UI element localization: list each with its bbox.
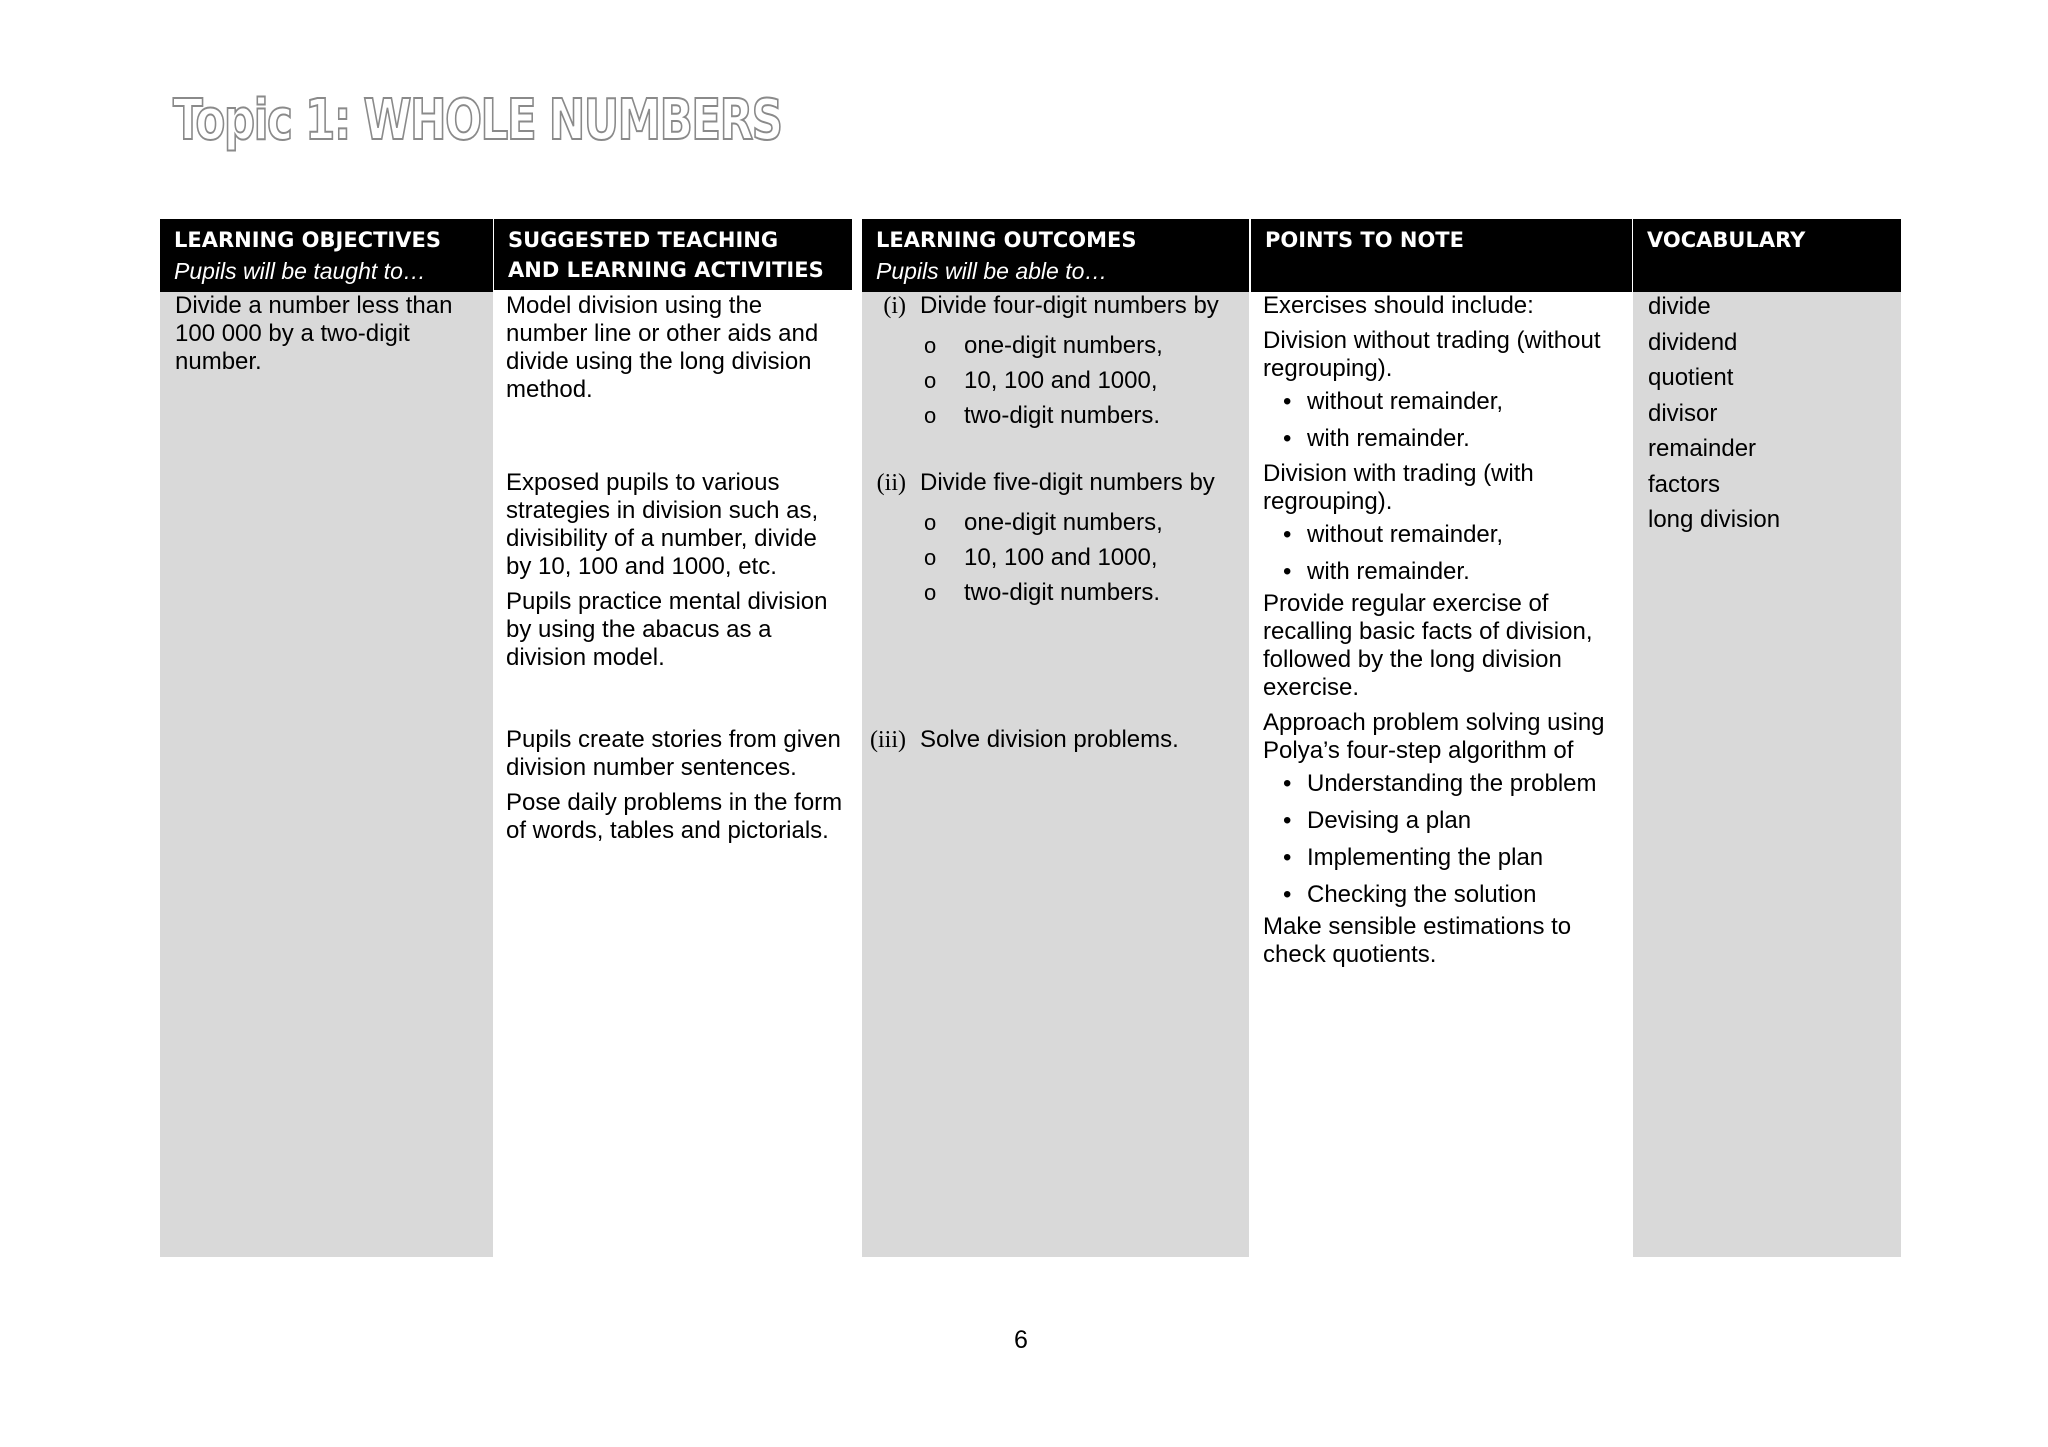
bullet-text: Understanding the problem [1307, 770, 1597, 797]
outcome-subitem [862, 575, 1249, 610]
circle-bullet-icon: o [924, 333, 937, 358]
outcomes-column [862, 292, 1249, 1257]
bullet-icon: • [1283, 558, 1292, 585]
outcome-text: Solve division problems. [920, 726, 1179, 753]
vocabulary-word: quotient [1648, 364, 1734, 391]
outcome-3 [862, 726, 1249, 762]
bullet-icon: • [1283, 881, 1292, 908]
header-title: LEARNING OUTCOMES [876, 228, 1137, 252]
subitem-text: two-digit numbers. [964, 579, 1161, 606]
bullet-item [1263, 383, 1633, 420]
outcome-number: (i) [883, 293, 906, 319]
header-subtitle: Pupils will be taught to… [174, 258, 426, 284]
subitem-text: one-digit numbers, [964, 332, 1163, 359]
point-line: Approach problem solving using [1263, 709, 1605, 736]
header-title: VOCABULARY [1647, 228, 1806, 252]
bullet-icon: • [1283, 770, 1292, 797]
objectives-column [160, 292, 493, 1257]
outcome-text: Divide four-digit numbers by [920, 292, 1219, 319]
point-line: regrouping). [1263, 355, 1393, 382]
outcome-subitem [862, 505, 1249, 540]
activity-paragraph [506, 789, 856, 845]
outcome-item [862, 292, 1249, 320]
point-paragraph [1263, 460, 1633, 516]
header-learning-objectives [160, 219, 493, 292]
activity-line: by using the abacus as a [506, 616, 772, 643]
bullet-icon: • [1283, 807, 1292, 834]
point-paragraph: Exercises should include: [1263, 292, 1534, 319]
subitem-text: 10, 100 and 1000, [964, 367, 1158, 394]
circle-bullet-icon: o [924, 403, 937, 428]
circle-bullet-icon: o [924, 368, 937, 393]
objectives-cell [175, 292, 485, 376]
outcome-subitem [862, 363, 1249, 398]
header-points-to-note [1251, 219, 1632, 292]
objective-line: 100 000 by a two-digit [175, 320, 410, 347]
point-line: check quotients. [1263, 941, 1437, 968]
header-title: POINTS TO NOTE [1265, 228, 1464, 252]
header-title: LEARNING OBJECTIVES [174, 228, 441, 252]
header-vocabulary [1633, 219, 1901, 292]
activity-line: method. [506, 376, 593, 403]
bullet-icon: • [1283, 844, 1292, 871]
page-number: 6 [1014, 1326, 1028, 1354]
header-title-line2: AND LEARNING ACTIVITIES [508, 258, 824, 282]
point-line: recalling basic facts of division, [1263, 618, 1593, 645]
point-line: Provide regular exercise of [1263, 590, 1549, 617]
bullet-text: without remainder, [1307, 521, 1504, 548]
bullet-item [1263, 802, 1633, 839]
outcome-item [862, 726, 1249, 754]
activity-line: Exposed pupils to various [506, 469, 780, 496]
activity-paragraph [506, 726, 856, 782]
activity-line: number line or other aids and [506, 320, 819, 347]
outcome-subitem [862, 328, 1249, 363]
header-subtitle: Pupils will be able to… [876, 258, 1108, 284]
point-line: exercise. [1263, 674, 1360, 701]
bullet-item [1263, 839, 1633, 876]
outcome-number: (iii) [870, 727, 906, 753]
point-line: followed by the long division [1263, 646, 1562, 673]
objective-line: Divide a number less than [175, 292, 453, 319]
activities-group-1 [506, 292, 856, 404]
header-learning-outcomes [862, 219, 1249, 292]
activity-line: division number sentences. [506, 754, 797, 781]
outcome-text: Divide five-digit numbers by [920, 469, 1215, 496]
outcome-1 [862, 292, 1249, 433]
bullet-item [1263, 876, 1633, 913]
vocabulary-word: long division [1648, 506, 1781, 533]
vocabulary-word: divisor [1648, 399, 1718, 427]
header-title-line1: SUGGESTED TEACHING [508, 228, 779, 252]
circle-bullet-icon: o [924, 545, 937, 570]
circle-bullet-icon: o [924, 510, 937, 535]
activities-group-2 [506, 469, 856, 679]
bullet-icon: • [1283, 521, 1292, 548]
point-line: Make sensible estimations to [1263, 913, 1572, 940]
point-line: Polya’s four-step algorithm of [1263, 737, 1574, 764]
activity-line: division model. [506, 644, 665, 671]
point-paragraph [1263, 327, 1633, 383]
activity-line: strategies in division such as, [506, 497, 819, 524]
outcome-2 [862, 469, 1249, 610]
bullet-icon: • [1283, 425, 1292, 452]
point-paragraph [1263, 709, 1633, 765]
bullet-text: with remainder. [1307, 558, 1470, 585]
point-paragraph [1263, 913, 1633, 969]
activity-line: Model division using the [506, 292, 763, 319]
activity-line: Pose daily problems in the form [506, 789, 843, 816]
points-cell [1263, 292, 1633, 969]
bullet-text: without remainder, [1307, 388, 1504, 415]
vocabulary-word: remainder [1648, 435, 1757, 462]
bullet-icon: • [1283, 388, 1292, 415]
subitem-text: one-digit numbers, [964, 509, 1163, 536]
page-title: Topic 1: WHOLE NUMBERS [173, 88, 782, 153]
outcome-number: (ii) [876, 470, 906, 496]
bullet-text: with remainder. [1307, 425, 1470, 452]
outcome-subitem [862, 540, 1249, 575]
bullet-item [1263, 765, 1633, 802]
subitem-text: two-digit numbers. [964, 402, 1161, 429]
point-line: regrouping). [1263, 488, 1393, 515]
bullet-text: Checking the solution [1307, 881, 1537, 908]
activity-line: by 10, 100 and 1000, etc. [506, 553, 777, 580]
subitem-text: 10, 100 and 1000, [964, 544, 1158, 571]
bullet-text: Implementing the plan [1307, 844, 1544, 871]
point-line: Division with trading (with [1263, 460, 1534, 487]
activity-line: divisibility of a number, divide [506, 525, 817, 552]
activity-paragraph [506, 588, 856, 672]
vocabulary-cell [1648, 289, 1898, 538]
bullet-item [1263, 420, 1633, 457]
activity-paragraph [506, 469, 856, 581]
vocabulary-word: factors [1648, 470, 1721, 498]
activity-line: Pupils practice mental division [506, 588, 828, 615]
vocabulary-word: divide [1648, 293, 1711, 320]
objective-line: number. [175, 348, 262, 375]
activities-group-3 [506, 726, 856, 852]
activity-line: of words, tables and pictorials. [506, 817, 829, 844]
bullet-text: Devising a plan [1307, 807, 1472, 834]
activity-line: Pupils create stories from given [506, 726, 841, 753]
circle-bullet-icon: o [924, 580, 937, 605]
outcome-subitem [862, 398, 1249, 433]
header-teaching-activities [494, 219, 852, 290]
activity-line: divide using the long division [506, 348, 812, 375]
bullet-item [1263, 516, 1633, 553]
vocabulary-word: dividend [1648, 328, 1738, 356]
point-paragraph [1263, 590, 1633, 702]
point-line: Division without trading (without [1263, 327, 1601, 354]
outcome-item [862, 469, 1249, 497]
bullet-item [1263, 553, 1633, 590]
